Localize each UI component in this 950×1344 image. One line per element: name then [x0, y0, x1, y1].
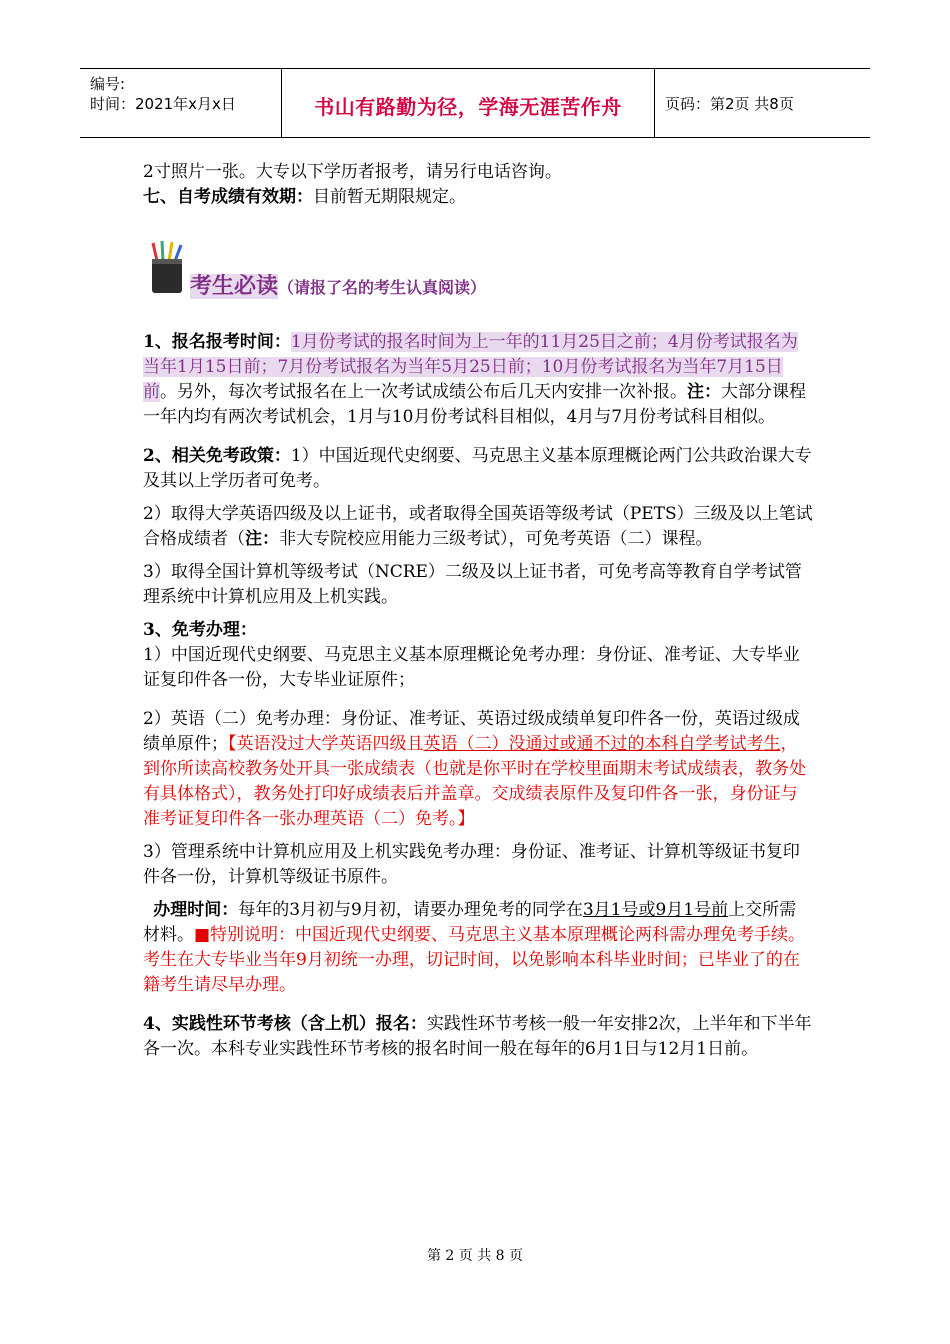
section-subtitle: （请报了名的考生认真阅读）	[278, 278, 487, 297]
s3-time-underline: 3月1号或9月1号前	[582, 900, 729, 920]
s1-text2: 大部分课程一年内均有两次考试机会，1月与10月份考试科目相似，4月与7月份考试科目相似。	[143, 382, 806, 427]
motto: 书山有路勤为径，学海无涯苦作舟	[314, 95, 622, 119]
header-page-cell	[655, 69, 870, 137]
s2-p2a: 2）取得大学英语四级及以上证书，或者取得全国英语等级考试（PETS）三级及以上笔试合格成绩者（	[143, 504, 813, 549]
header-info-cell	[80, 69, 282, 137]
s2-p1: 1）中国近现代史纲要、马克思主义基本原理概论两门公共政治课大专及其以上学历者可免考。	[143, 446, 812, 491]
intro-line: 2寸照片一张。大专以下学历者报考，请另行电话咨询。	[143, 162, 562, 182]
s4-text: 实践性环节考核一般一年安排2次，上半年和下半年各一次。本科专业实践性环节考核的报名时间一般在每年的6月1日与12月1日前。	[143, 1014, 812, 1059]
section-heading	[148, 235, 808, 305]
section-1	[143, 330, 813, 430]
item-7-text: 目前暂无期限规定。	[313, 187, 466, 207]
s2-p2-note: 注：	[245, 529, 279, 549]
s3-time-text2: 上交所需材料。	[143, 900, 797, 945]
time-label: 时间：2021年x月x日	[90, 95, 236, 113]
s3-p2-red2: ，到你所读高校教务处开具一张成绩表（也就是你平时在学校里面期末考试成绩表，教务处有具体格式），教务处打印好成绩表后并盖章。交成绩表原件及复印件各一张，身份证与准考证复印件各一张办理英语（二）免考。】	[143, 734, 806, 829]
s3-p2-red-underline: 英语（二）没通过或通不过的本科自学考试考生	[423, 734, 781, 754]
s1-note-label: 注：	[687, 382, 721, 402]
s4-title: 4、实践性环节考核（含上机）报名：	[143, 1014, 427, 1034]
page-code: 页码：第2页 共8页	[665, 95, 794, 113]
s1-title: 1、报名报考时间：	[143, 332, 291, 352]
item-7-title: 七、自考成绩有效期：	[143, 187, 313, 207]
s3-special: ■特别说明：中国近现代史纲要、马克思主义基本原理概论两科需办理免考手续。考生在大专毕业当年9月初统一办理，切记时间，以免影响本科毕业时间；已毕业了的在籍考生请尽早办理。	[143, 925, 806, 995]
main-body	[143, 330, 813, 1062]
s3-p2a: 2）英语（二）免考办理：身份证、准考证、英语过级成绩单复印件各一份，英语过级成绩单原件；	[143, 709, 800, 754]
number-label: 编号:	[90, 75, 126, 93]
section-2-p2	[143, 502, 813, 552]
s2-p2b: 非大专院校应用能力三级考试），可免考英语（二）课程。	[279, 529, 713, 549]
s3-p2-red1: 【英语没过大学英语四级且	[228, 734, 424, 754]
section-3-p3: 3）管理系统中计算机应用及上机实践免考办理：身份证、准考证、计算机等级证书复印件各一份，计算机等级证书原件。	[143, 842, 800, 887]
item-7	[143, 185, 813, 210]
section-3-time	[143, 898, 813, 998]
s3-time-text1: 每年的3月初与9月初，请要办理免考的同学在	[238, 900, 583, 920]
section-title: 考生必读	[190, 274, 279, 299]
s2-title: 2、相关免考政策：	[143, 446, 291, 466]
s3-title: 3、免考办理：	[143, 620, 257, 640]
page-footer: 第 2 页 共 8 页	[426, 1248, 524, 1264]
pencil-cup-icon	[148, 239, 188, 295]
s1-highlight: 1月份考试的报名时间为上一年的11月25日之前；4月份考试报名为当年1月15日前；7月份考试报名为当年5月25日前；10月份考试报名为当年7月15日前	[143, 332, 798, 402]
s1-text1: 。另外，每次考试报名在上一次考试成绩公布后几天内安排一次补报。	[160, 382, 687, 402]
header-motto-cell	[282, 69, 655, 137]
intro-block	[143, 160, 813, 210]
s3-time-label: 办理时间：	[153, 900, 239, 920]
section-4	[143, 1012, 813, 1062]
section-2-p1	[143, 444, 813, 494]
section-2-p3: 3）取得全国计算机等级考试（NCRE）二级及以上证书者，可免考高等教育自学考试管理系统中计算机应用及上机实践。	[143, 562, 802, 607]
page-header	[80, 68, 870, 138]
section-3-p1: 1）中国近现代史纲要、马克思主义基本原理概论免考办理：身份证、准考证、大专毕业证复印件各一份，大专毕业证原件；	[143, 645, 800, 690]
section-title-text	[190, 269, 486, 300]
section-3-p2	[143, 707, 813, 832]
